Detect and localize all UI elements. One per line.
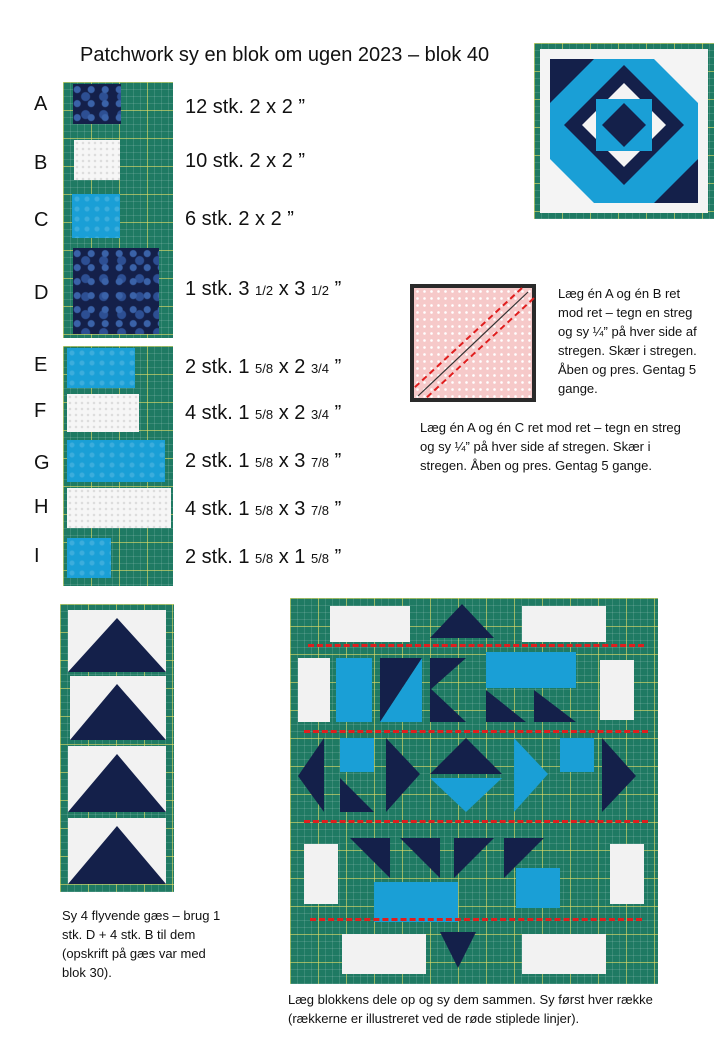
hst-lines: [410, 284, 536, 402]
cut-spec-a: 12 stk. 2 x 2 ”: [185, 96, 306, 118]
assembly-photo: [290, 598, 658, 984]
cut-letter-g: G: [34, 452, 50, 474]
note-hst-ab: Læg én A og én B ret mod ret – tegn en streg og sy ¼” på hver side af stregen. Skær i stregen. Åben og pres. Gentag 5 gange.: [558, 286, 697, 396]
fabric-a: [73, 84, 121, 124]
fabric-f: [67, 394, 139, 432]
cut-spec-h: 4 stk. 1 5/8 x 3 7/8 ”: [185, 498, 342, 520]
page-title: Patchwork sy en blok om ugen 2023 – blok 40: [80, 44, 490, 66]
cut-letter-b: B: [34, 152, 48, 174]
cut-letter-h: H: [34, 496, 49, 518]
fabric-i: [67, 538, 111, 578]
fabric-c: [72, 194, 120, 238]
fabric-b: [74, 140, 120, 180]
cut-letter-a: A: [34, 93, 48, 115]
cut-spec-c: 6 stk. 2 x 2 ”: [185, 208, 294, 230]
hst-diagram: [410, 284, 536, 402]
row-divider-4: [310, 918, 642, 921]
finished-block-graphic: [534, 43, 714, 219]
cut-letter-i: I: [34, 545, 40, 567]
fabric-photo-e-i: [63, 346, 173, 586]
finished-block-photo: [534, 43, 714, 219]
row-divider-2: [304, 730, 648, 733]
note-hst-ac: Læg én A og én C ret mod ret – tegn en streg og sy ¼” på hver side af stregen. Skær i stregen. Åben og pres. Gentag 5 gange.: [420, 420, 681, 473]
cut-letter-f: F: [34, 400, 47, 422]
fabric-g: [67, 440, 165, 482]
fabric-photo-a-d: [63, 82, 173, 338]
cut-spec-g: 2 stk. 1 5/8 x 3 7/8 ”: [185, 450, 342, 472]
note-assembly: Læg blokkens dele op og sy dem sammen. Sy først hver række (rækkerne er illustreret ved de røde stiplede linjer).: [288, 992, 653, 1026]
row-divider-1: [308, 644, 644, 647]
fabric-d: [73, 248, 159, 334]
cut-letter-d: D: [34, 282, 49, 304]
fabric-h: [67, 488, 171, 528]
cut-spec-i: 2 stk. 1 5/8 x 1 5/8 ”: [185, 546, 342, 568]
flying-geese-graphic: [60, 604, 174, 892]
assembly-graphic: [290, 598, 658, 984]
cut-letter-e: E: [34, 354, 48, 376]
cut-spec-d: 1 stk. 3 1/2 x 3 1/2 ”: [185, 278, 342, 300]
note-geese: Sy 4 flyvende gæs – brug 1 stk. D + 4 stk. B til dem (opskrift på gæs var med blok 30).: [62, 908, 221, 980]
row-divider-3: [304, 820, 648, 823]
flying-geese-photo: [60, 604, 174, 892]
cut-spec-e: 2 stk. 1 5/8 x 2 3/4 ”: [185, 356, 342, 378]
cut-letter-c: C: [34, 209, 49, 231]
fabric-e: [67, 348, 135, 388]
cut-spec-b: 10 stk. 2 x 2 ”: [185, 150, 306, 172]
cut-spec-f: 4 stk. 1 5/8 x 2 3/4 ”: [185, 402, 342, 424]
